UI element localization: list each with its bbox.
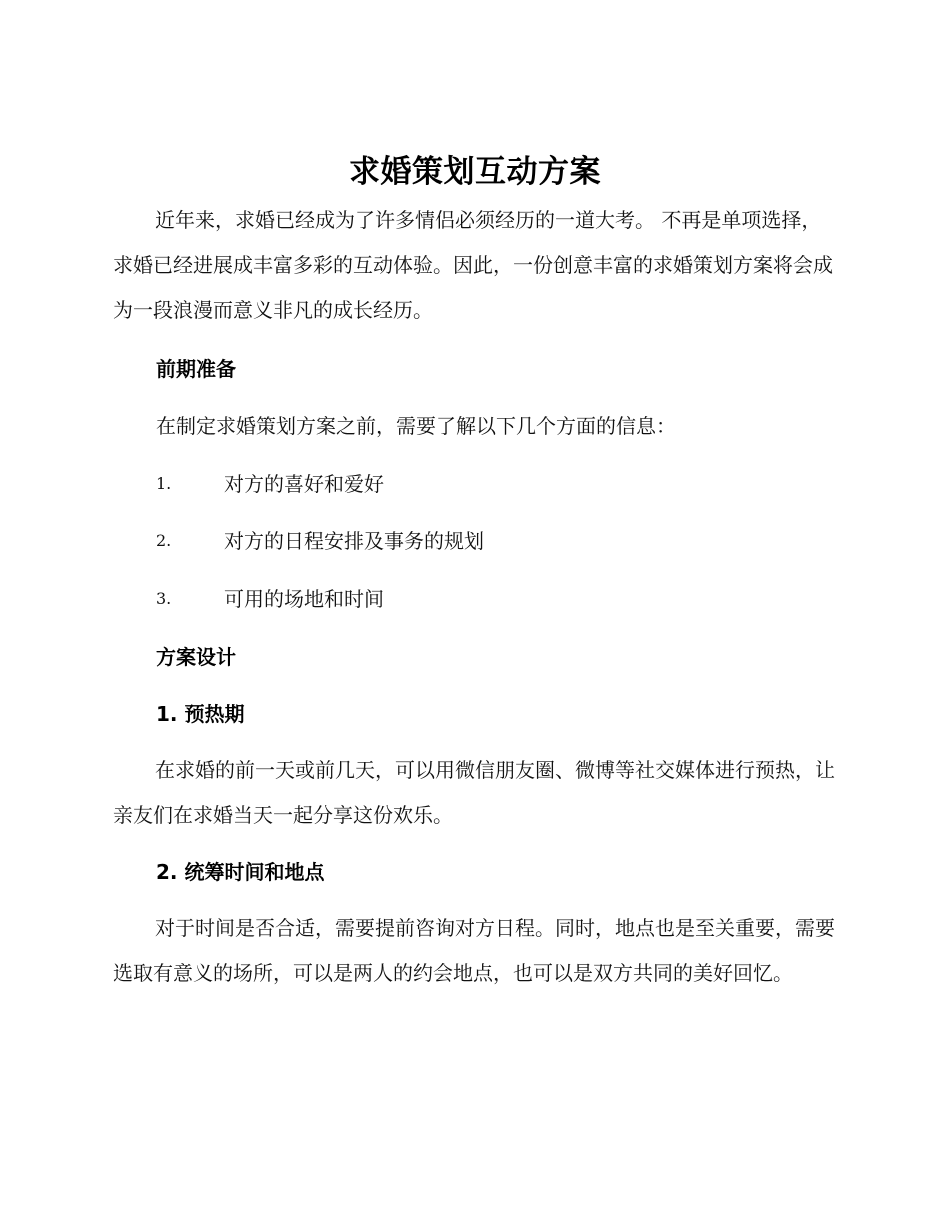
list-item-number: 3.	[156, 589, 172, 608]
section-heading-preparation: 前期准备	[156, 357, 236, 381]
subsection-heading-warmup: 1. 预热期	[156, 702, 245, 726]
list-item-text: 对方的喜好和爱好	[224, 472, 384, 496]
warmup-paragraph: 在求婚的前一天或前几天，可以用微信朋友圈、微博等社交媒体进行预热，让亲友们在求婚当天一起分享这份欢乐。	[113, 758, 835, 827]
intro-paragraph: 近年来，求婚已经成为了许多情侣必须经历的一道大考。 不再是单项选择，求婚已经进展成丰富多彩的互动体验。因此，一份创意丰富的求婚策划方案将会成为一段浪漫而意义非凡的成长经历。	[113, 208, 833, 322]
list-item	[156, 584, 756, 614]
list-item-text: 可用的场地和时间	[224, 587, 384, 611]
document-title: 求婚策划互动方案	[349, 154, 601, 190]
preparation-lead-text: 在制定求婚策划方案之前，需要了解以下几个方面的信息：	[156, 414, 676, 438]
time-place-paragraph: 对于时间是否合适，需要提前咨询对方日程。同时，地点也是至关重要，需要选取有意义的场所，可以是两人的约会地点，也可以是双方共同的美好回忆。	[113, 916, 835, 985]
list-item-text: 对方的日程安排及事务的规划	[224, 529, 484, 553]
list-item	[156, 469, 756, 499]
list-item	[156, 526, 756, 556]
section-heading-design: 方案设计	[156, 645, 236, 669]
list-item-number: 2.	[156, 531, 172, 550]
subsection-heading-time-place: 2. 统筹时间和地点	[156, 860, 325, 884]
list-item-number: 1.	[156, 474, 172, 493]
